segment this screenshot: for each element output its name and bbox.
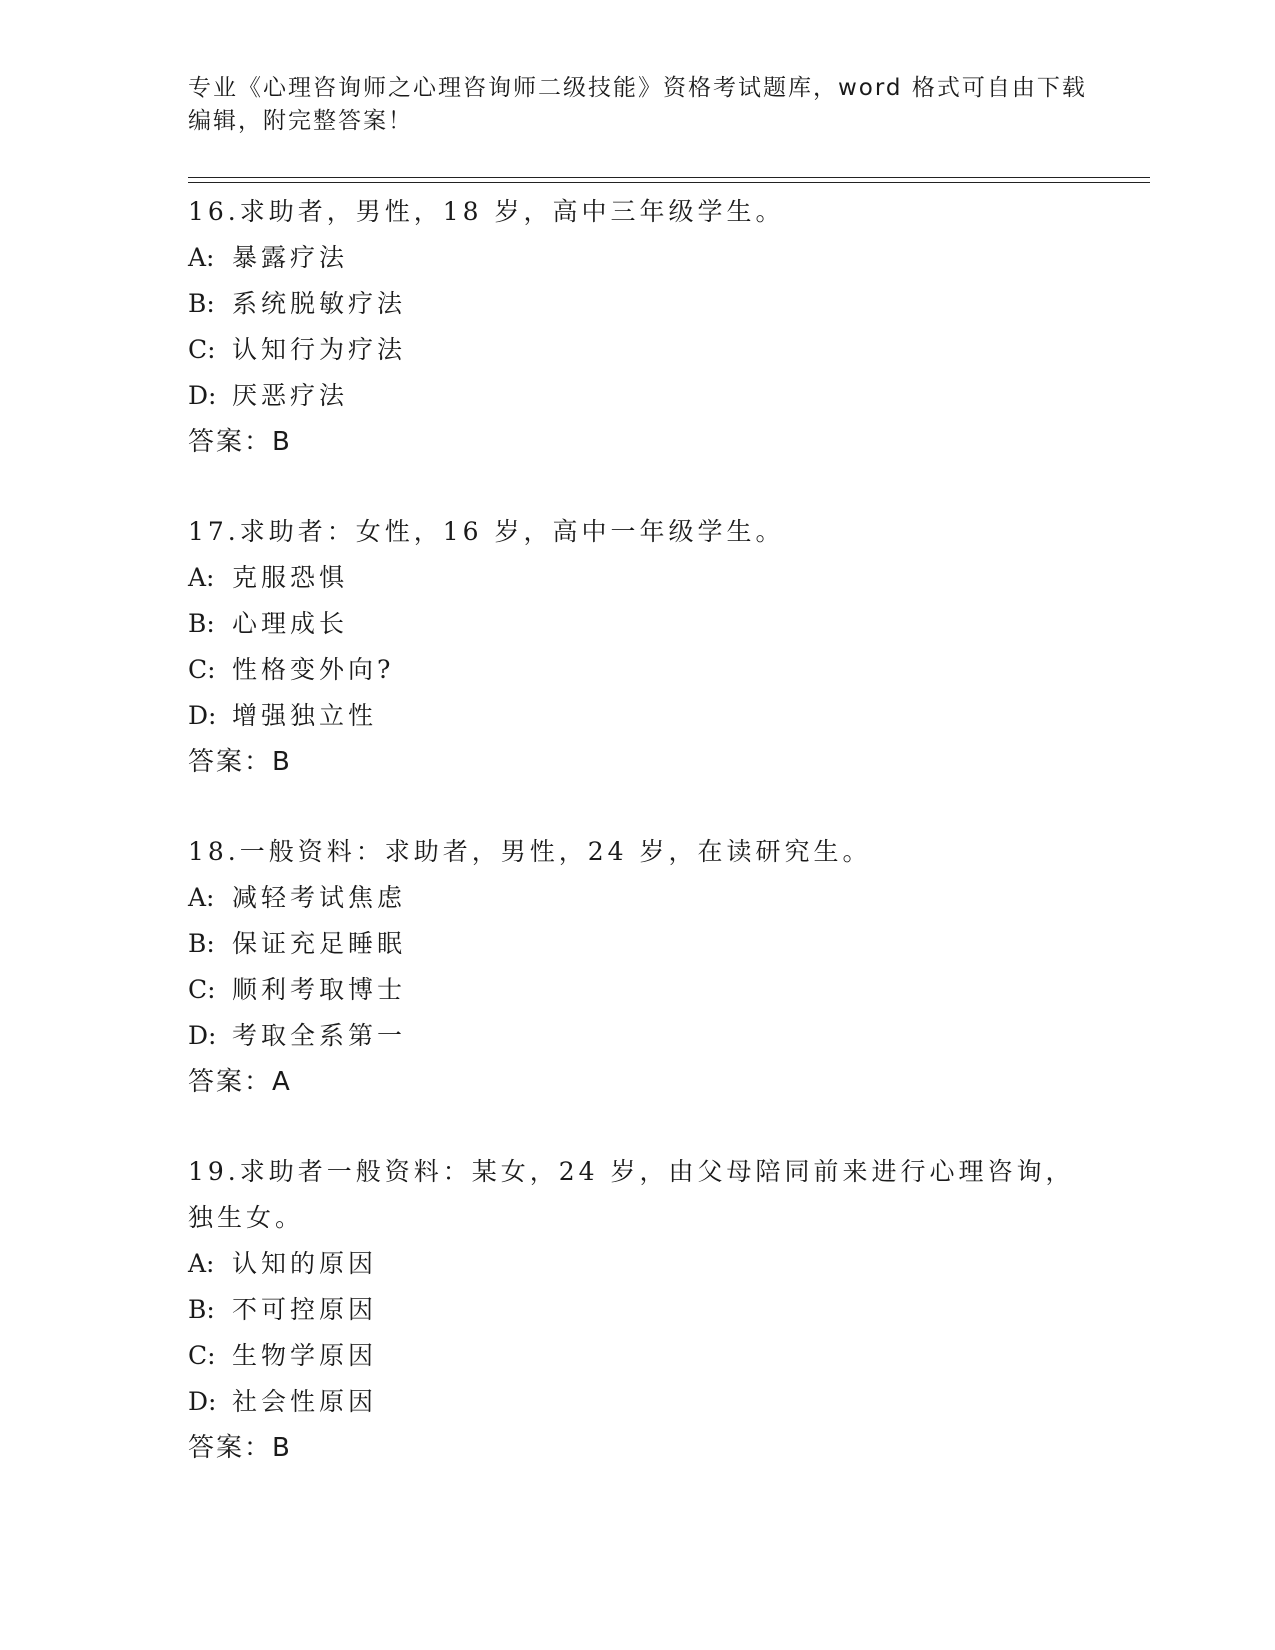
option-a [188,875,1088,921]
option-a [188,235,1088,281]
option-key: A: [188,563,215,592]
option-text: 减轻考试焦虑 [232,883,407,912]
option-text: 增强独立性 [232,701,378,730]
option-text: 厌恶疗法 [232,381,349,410]
answer: 答案：B [188,427,292,457]
option-key: D: [188,1021,217,1050]
option-d [188,693,1088,739]
answer: 答案：A [188,1067,292,1097]
answer: 答案：B [188,1433,292,1463]
option-text: 考取全系第一 [232,1021,407,1050]
option-key: D: [188,1387,217,1416]
option-text: 心理成长 [232,609,349,638]
option-key: B: [188,1295,215,1324]
question-18 [188,829,1088,1105]
option-key: C: [188,1341,216,1370]
header-title-line-1: 专业《心理咨询师之心理咨询师二级技能》资格考试题库，word 格式可自由下载 [188,75,1087,101]
header-divider-bottom [188,182,1150,183]
document-header [188,72,1088,138]
option-c [188,327,1088,373]
option-key: A: [188,1249,215,1278]
option-a [188,555,1088,601]
option-text: 不可控原因 [232,1295,378,1324]
option-text: 顺利考取博士 [232,975,407,1004]
option-b [188,601,1088,647]
question-19 [188,1149,1088,1471]
question-stem: 16.求助者，男性，18 岁，高中三年级学生。 [188,197,785,226]
option-d [188,1379,1088,1425]
option-key: A: [188,883,215,912]
option-c [188,967,1088,1013]
option-text: 保证充足睡眠 [232,929,407,958]
option-key: B: [188,289,215,318]
option-key: C: [188,655,216,684]
option-key: B: [188,929,215,958]
option-b [188,921,1088,967]
question-stem: 18.一般资料：求助者，男性，24 岁，在读研究生。 [188,837,872,866]
option-d [188,1013,1088,1059]
question-17 [188,509,1088,785]
question-stem: 17.求助者：女性，16 岁，高中一年级学生。 [188,517,785,546]
option-text: 认知的原因 [232,1249,378,1278]
option-c [188,1333,1088,1379]
option-key: D: [188,701,217,730]
option-c [188,647,1088,693]
option-text: 系统脱敏疗法 [232,289,407,318]
option-key: D: [188,381,217,410]
header-divider-top [188,177,1150,178]
header-title-line-2: 编辑，附完整答案！ [188,108,413,134]
option-key: C: [188,975,216,1004]
option-text: 社会性原因 [232,1387,378,1416]
option-key: B: [188,609,215,638]
option-key: A: [188,243,215,272]
option-text: 暴露疗法 [232,243,349,272]
question-stem: 19.求助者一般资料：某女，24 岁，由父母陪同前来进行心理咨询，独生女。 [188,1157,1075,1232]
option-b [188,1287,1088,1333]
option-text: 性格变外向? [232,655,395,684]
option-text: 认知行为疗法 [232,335,407,364]
option-key: C: [188,335,216,364]
option-d [188,373,1088,419]
question-16 [188,189,1088,465]
option-text: 克服恐惧 [232,563,349,592]
option-text: 生物学原因 [232,1341,378,1370]
option-a [188,1241,1088,1287]
option-b [188,281,1088,327]
answer: 答案：B [188,747,292,777]
